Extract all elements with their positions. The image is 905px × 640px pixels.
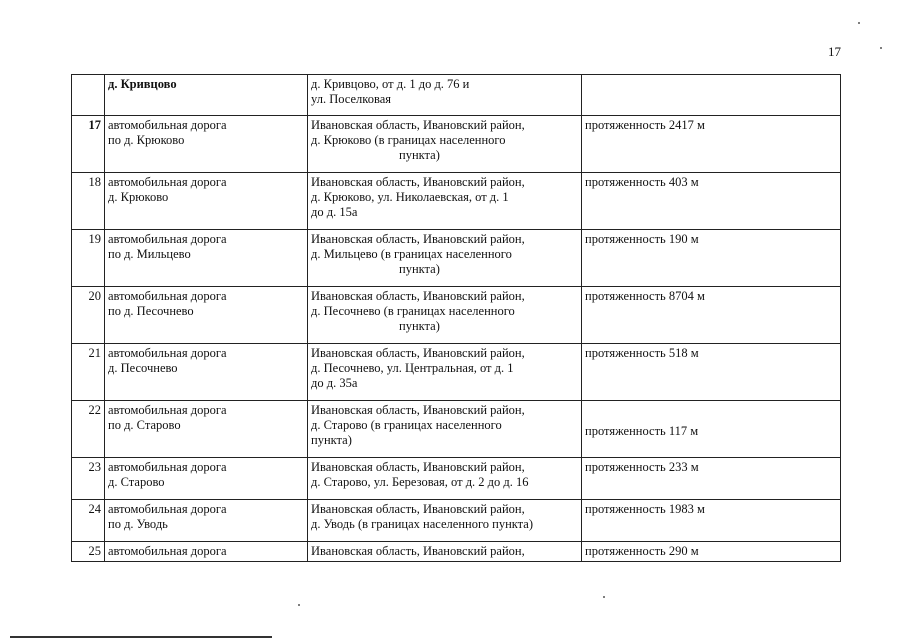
table-row [72, 401, 841, 458]
row-number-cell: 25 [72, 542, 105, 562]
address-line: д. Старово, ул. Березовая, от д. 2 до д. 16 [311, 475, 529, 489]
length-cell: протяженность 518 м [582, 344, 841, 401]
address-cell [308, 344, 582, 401]
table-row [72, 344, 841, 401]
address-cell [308, 116, 582, 173]
road-name-cell [105, 287, 308, 344]
row-number-cell: 24 [72, 500, 105, 542]
address-line: пункта) [399, 262, 440, 276]
road-name-cell [105, 458, 308, 500]
road-name-cell [105, 344, 308, 401]
length-cell: протяженность 117 м [582, 401, 841, 458]
road-name-line: д. Песочнево [108, 361, 178, 375]
row-number-cell: 18 [72, 173, 105, 230]
length-cell [582, 75, 841, 116]
footer-rule [10, 636, 272, 638]
address-cell [308, 458, 582, 500]
road-name-line: по д. Уводь [108, 517, 168, 531]
road-name-line: по д. Мильцево [108, 247, 191, 261]
road-name-line: по д. Старово [108, 418, 181, 432]
row-number-cell: 21 [72, 344, 105, 401]
row-number-cell [72, 75, 105, 116]
table-row [72, 116, 841, 173]
length-cell: протяженность 1983 м [582, 500, 841, 542]
length-cell: протяженность 2417 м [582, 116, 841, 173]
address-line: пункта) [311, 433, 352, 447]
address-line: д. Кривцово, от д. 1 до д. 76 и [311, 77, 470, 91]
address-line: ул. Поселковая [311, 92, 391, 106]
address-line: Ивановская область, Ивановский район, [311, 346, 525, 360]
road-name-line: д. Старово [108, 475, 165, 489]
address-line: Ивановская область, Ивановский район, [311, 118, 525, 132]
road-name-line: автомобильная дорога [108, 460, 227, 474]
address-line: д. Крюково (в границах населенного [311, 133, 506, 147]
road-name-line: по д. Песочнево [108, 304, 194, 318]
address-line: до д. 15а [311, 205, 358, 219]
road-name-line: автомобильная дорога [108, 175, 227, 189]
address-line: д. Песочнево, ул. Центральная, от д. 1 [311, 361, 514, 375]
address-line: д. Песочнево (в границах населенного [311, 304, 515, 318]
table-row [72, 458, 841, 500]
road-name-line: автомобильная дорога [108, 289, 227, 303]
road-name-line: по д. Крюково [108, 133, 185, 147]
length-cell: протяженность 190 м [582, 230, 841, 287]
address-cell [308, 500, 582, 542]
road-name-cell [105, 173, 308, 230]
address-cell [308, 75, 582, 116]
address-line: Ивановская область, Ивановский район, [311, 232, 525, 246]
row-number-cell: 17 [72, 116, 105, 173]
scan-speck [880, 47, 882, 49]
address-cell [308, 401, 582, 458]
road-name-cell [105, 500, 308, 542]
road-name-line: автомобильная дорога [108, 403, 227, 417]
address-line: Ивановская область, Ивановский район, [311, 460, 525, 474]
road-name-line: автомобильная дорога [108, 346, 227, 360]
road-name-line: автомобильная дорога [108, 232, 227, 246]
road-name-line: автомобильная дорога [108, 502, 227, 516]
address-cell [308, 230, 582, 287]
address-line: д. Мильцево (в границах населенного [311, 247, 512, 261]
road-name-cell [105, 230, 308, 287]
roads-table [71, 74, 841, 562]
address-line: Ивановская область, Ивановский район, [311, 544, 525, 558]
row-number-cell: 19 [72, 230, 105, 287]
road-name-line: д. Крюково [108, 190, 169, 204]
road-name-cell [105, 542, 308, 562]
page-number: 17 [828, 44, 841, 59]
row-number-cell: 22 [72, 401, 105, 458]
address-line: Ивановская область, Ивановский район, [311, 175, 525, 189]
road-name-cell [105, 116, 308, 173]
length-cell: протяженность 403 м [582, 173, 841, 230]
address-line: Ивановская область, Ивановский район, [311, 289, 525, 303]
table-row [72, 542, 841, 562]
address-line: д. Крюково, ул. Николаевская, от д. 1 [311, 190, 509, 204]
table-row [72, 500, 841, 542]
length-cell: протяженность 8704 м [582, 287, 841, 344]
length-cell: протяженность 233 м [582, 458, 841, 500]
scan-speck [858, 22, 860, 24]
row-number-cell: 23 [72, 458, 105, 500]
address-line: пункта) [399, 319, 440, 333]
address-line: до д. 35а [311, 376, 358, 390]
table-row [72, 230, 841, 287]
table-row [72, 75, 841, 116]
address-line: Ивановская область, Ивановский район, [311, 403, 525, 417]
road-name-cell [105, 401, 308, 458]
road-name-cell [105, 75, 308, 116]
length-cell: протяженность 290 м [582, 542, 841, 562]
address-line: Ивановская область, Ивановский район, [311, 502, 525, 516]
address-cell [308, 287, 582, 344]
address-line: пункта) [399, 148, 440, 162]
address-line: д. Старово (в границах населенного [311, 418, 502, 432]
table-row [72, 287, 841, 344]
road-name-line: д. Кривцово [108, 77, 177, 91]
table-row [72, 173, 841, 230]
address-cell [308, 542, 582, 562]
road-name-line: автомобильная дорога [108, 118, 227, 132]
address-line: д. Уводь (в границах населенного пункта) [311, 517, 534, 531]
row-number-cell: 20 [72, 287, 105, 344]
address-cell [308, 173, 582, 230]
scan-speck [603, 596, 605, 598]
scan-speck [298, 604, 300, 606]
road-name-line: автомобильная дорога [108, 544, 227, 558]
